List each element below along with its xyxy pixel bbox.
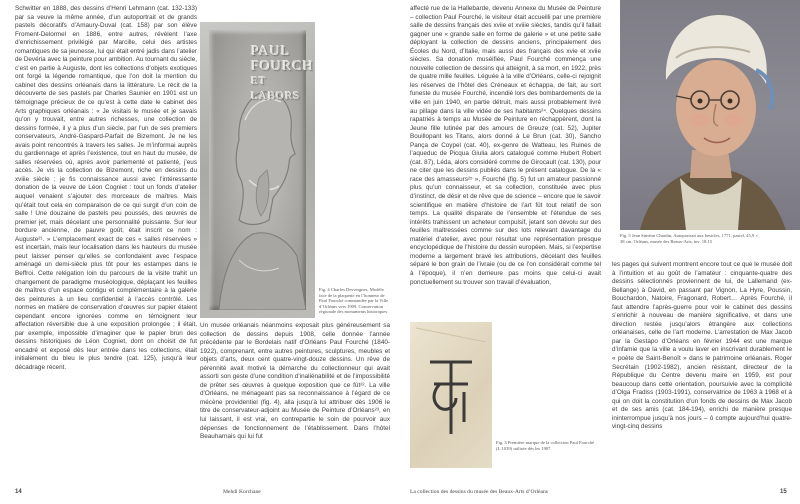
page-number-left: 14 <box>15 489 22 495</box>
plaque-relief <box>209 30 314 310</box>
collection-mark-stamp <box>410 322 492 468</box>
page-number-right: 15 <box>780 489 787 495</box>
plaque-inscription-line-2: ET LABORS <box>251 75 301 102</box>
portrait-painting <box>620 0 800 230</box>
running-author: Mehdi Korchane <box>223 489 261 495</box>
left-page-column-1: Schwitter en 1888, des dessins d’Henri Lehmann (cat. 132-133) par sa veuve la même année, d’un autoportrait et de grands pastels décoratifs d’Amaury-Duval (cat. 158) par son élève Froment-Delormel en 1886, entre autres, révèlent l’axe d’enrichissement privilégié par Marcille, celui des artistes romantiques de sa jeunesse, lui qui était entré jadis dans l’atelier de Devéria avec la peinture pour ambition. Au tournant du siècle, c’est en partie à Auguste, dont les collections d’objets exotiques ont forgé la légende romantique, que l’on doit la mention du cabinet des dessins orléanais dans la littérature. Le récit de la découverte de ses pastels par Charles Saunier en 1901 est un témoignage précieux de ce qu’est à cette date le cabinet des Arts graphiques orléanais : « Je visitais le musée et je savais qu’on y trouvait, entre autres richesses, une collection de dessins formée, il y a plus d’un siècle, par l’un de ses premiers conservateurs, André-Gaspard-Parfait de Bizemont. Je ne les avais point rencontrés à travers les salles. Je m’informai auprès du gardiennage et après l’existence, tout en haut du musée, de salles réservées où, après avoir parlementé et patienté, j’eus accès. Je vis la collection de Bizemont, riche en dessins du xviiie siècle ; je fis connaissance aussi avec l’intéressante donation de la veuve de Léon Cogniet : tout un fonds d’atelier auquel venaient s’ajouter des morceaux de maîtres. Mais qu’était tout cela en comparaison de ce qui surgit d’un coin de salle ! Une douzaine de pastels peu poussés, des œuvres de premier jet, mais décelant une personnalité puissante. Sur leur bordure ancienne, de pauvre goût, était inscrit ce nom : Auguste²¹. » L’emplacement exact de ces « salles réservées » est incertain, mais leur localisation dans les hauteurs du musée peut laisser penser qu’elles se confondaient avec l’espace aménagé un demi-siècle plus tôt pour les estampes dans le Beffroi. Cette relégation loin du parcours de la visite trahit un changement de paradigme muséologique, déplaçant les feuilles de maîtres d’un espace contigu et complémentaire à la galerie des peintures à un lieu confidentiel à l’accès contrôlé. Les normes en matière de conservation d’œuvres sur papier étaient cependant encore ignorées comme en témoignent leur affectation réversible due à une exposition prolongée ; il était, par exemple, impossible d’imaginer que le papier brun des dessins historiques de Léon Cogniet, dont on choisit de fut encadré et exposé dès leur entrée dans les collections, était initialement du bleu le plus tendre (cat. 125), jusqu’à leur décadrage récent. <box>15 5 197 371</box>
right-page <box>400 0 800 504</box>
left-page-column-2: Un musée orléanais néanmoins exposait plus généreusement sa collection de dessins depuis 1908, celle donnée l’année précédente par le Bordelais natif d’Orléans Paul Fourché (1840-1922), comprenant, entre autres peintures, sculptures, meubles et objets d’arts, deux cent quatre-vingt-douze dessins. Un rêve de pérennité avait motivé la démarche du collectionneur qui avait assorti son geste d’une condition d’inaliénabilité et de l’impossibilité de prêter ses œuvres à quelque exposition que ce fût²². La ville d’Orléans, ne ménageant pas sa reconnaissance à l’égard de ce mécène providentiel (fig. 4), alla jusqu’à lui attribuer dès 1906 le titre de conservateur-adjoint au Musée de Peinture d’Orléans²³, en lui laissant, il est vrai, en contrepartie le soin de pourvoir aux dépenses de fonctionnement de l’établissement. Dans l’hôtel Beauharnais qui lui fut <box>200 322 390 441</box>
right-page-column-2: les pages qui suivent montrent encore tout ce que le musée doit à l’intuition et au goût de l’amateur : cinquante-quatre des dessins sélectionnés proviennent de lui, de Lallemand (ex-Bellange) à David, en passant par Vignon, La Hyre, Poussin, Bouchardon, Natoire, Fragonard, Robert… Après Fourché, il faut attendre l’après-guerre pour voir le cabinet des dessins s’enrichir à nouveau de manière significative, et dans une direction restée jusqu’alors étrangère aux collections orléanaises, celle de l’art moderne. L’arrestation de Max Jacob par la Gestapo d’Orléans en février 1944 est une marque d’infamie que la ville a voulu laver en inscrivant durablement le « poète de Saint-Benoît » dans le patrimoine orléanais. Roger Secrétain (1902-1982), ancien résistant, directeur de la République du Centre devenu maire en 1959, est pour beaucoup dans cette orientation, poursuivie avec la complicité d’Olga Fradiss (1903-1991), conservatrice de 1963 à 1968 et à qui on doit la constitution d’un fonds de dessins de Max Jacob et de ses amis (cat. 184-194), enrichi de manière presque ininterrompue jusqu’à nos jours – ô compte aujourd’hui quatre-vingt-cinq dessins <box>612 261 792 431</box>
fig3-caption: Fig. 3 Première marque de la collection Paul Fourché (L.1039) utilisée dès les 1907 <box>496 440 595 451</box>
right-page-column-1: affecté rue de la Hallebarde, devenu Annexe du Musée de Peinture – collection Paul Fourché, le visiteur était accueilli par une première salle de dessins français des xviie et xviiie siècles, tandis qu’il fallait gagner une « grande salle en forme de galerie » et une petite salle déployant la collection de dessins anciens, principalement des Écoles du Nord, d’Italie, mais aussi des français des xvie et xviie siècles. Sa donation muséifiée, Paul Fourché commença une nouvelle collection de dessins qui atteignit, à sa mort, en 1922, près de quatre mille feuilles. Léguée à la ville d’Orléans, celle-ci rejoignit les réserves de l’hôtel des Créneaux et échappa, de fait, au sort funeste du musée Fourché, incendié lors des bombardements de la ville en juin 1940, en partie détruit, mais aussi probablement livré au pillage dans la ville vidée de ses habitants²⁴. Quelques dessins rapatriés à temps au Musée de Peinture en réchappèrent, dont la Jeune fille lutinée par des amours de Greuze (cat. 52), Jupiter Bouillopant les Titans, alors donné à Le Brun (cat. 30), Sancho Pança de Coypel (cat. 40), ex-genre de Watteau, les Ruines de l’aqueduc de Picqua Giulia alors catalogué comme Hubert Robert (cat. 87), Léda, alors considéré comme de Girocault (cat. 130), pour ne citer que les dessins publiés dans le présent catalogue. De la « race des amasseurs²⁵ », Fourché (fig. 5) fut un amateur passionné plus qu’un connaisseur, et sa collection, constituée avec plus d’instinct, de désir et de rêve que de science – encore que le savoir scientifique en matière d’histoire de l’art fût tout relatif de son temps. La qualité disparate de l’ensemble et l’étendue de ses intérêts trahissent un acheteur compulsif, jetant son dévolu sur des feuilles maltressées comme sur des lots relevant davantage du matériel d’atelier, avec pour résultat une représentation presque encyclopédique de l’histoire du dessin européen. Mais, si l’expertise moderne a largement bravé les attributions, décelant des feuilles séparé le bon grain de l’ivraie (ou de ce l’on considérait comme tel à l’époque), il n’en demeure pas moins que celui-ci avait ponctuellement su trouver son travail d’évaluation, <box>410 5 601 286</box>
collection-mark-figure <box>410 322 492 468</box>
plaque-inscription <box>251 44 314 104</box>
chardin-portrait-figure <box>620 0 800 230</box>
fig4-caption: Fig. 4 Charles Desvergnes, Modèle face de la plaquette en l’honneur de Paul Fourché commandée par la Ville d’Orléans vers 1909. Conservation régionale des monuments historiques <box>319 287 389 315</box>
plaque-inscription-line-1: PAUL FOURCH <box>251 44 314 74</box>
running-title: La collection des dessins du musée des Beaux-Arts d’Orléans <box>410 489 548 495</box>
left-footer <box>15 489 395 495</box>
plaque-figure <box>200 22 315 318</box>
fig5-caption: Fig. 5 Jean Siméon Chardin, Autoportrait aux besicles, 1771, pastel, 45,9 × 38 cm, Orléans, musée des Beaux-Arts, inv. 18.15 <box>620 233 758 244</box>
